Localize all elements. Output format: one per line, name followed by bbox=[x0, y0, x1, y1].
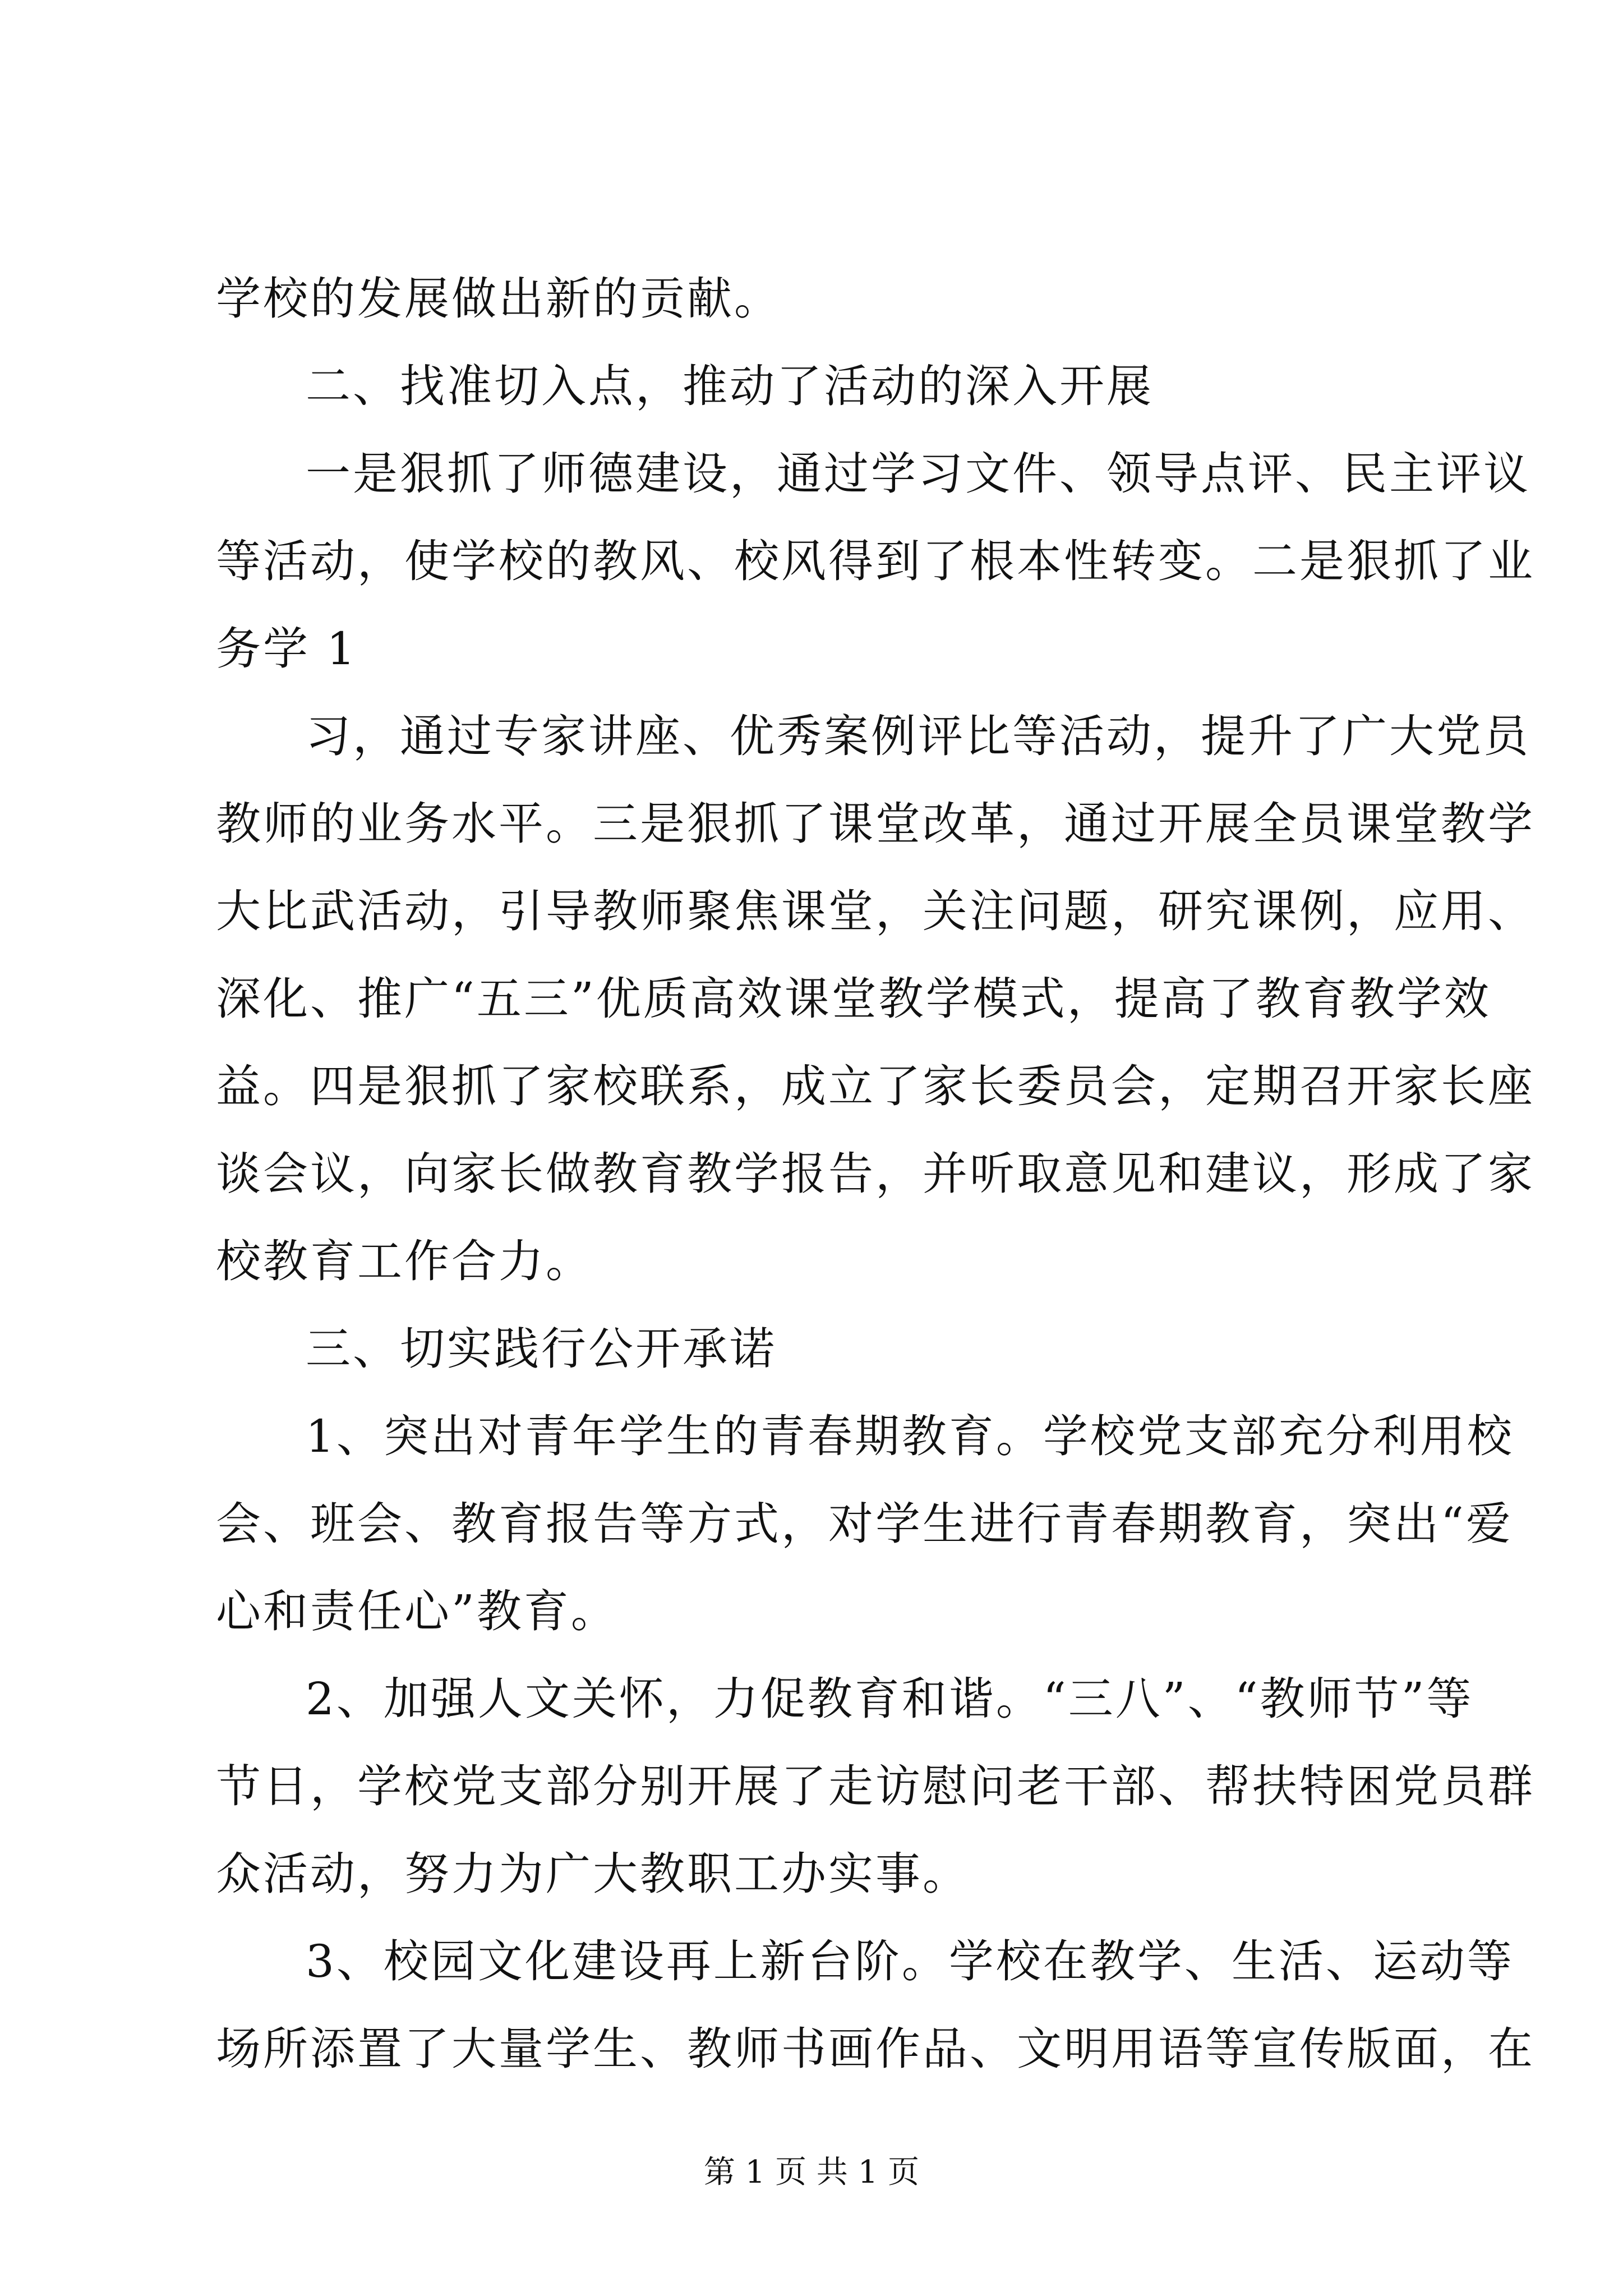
text-line: 1、突出对青年学生的青春期教育。学校党支部充分利用校 bbox=[306, 1410, 1514, 1462]
text-line: 教师的业务水平。三是狠抓了课堂改革，通过开展全员课堂教学 bbox=[216, 798, 1535, 850]
text-line: 节日，学校党支部分别开展了走访慰问老干部、帮扶特困党员群 bbox=[216, 1760, 1535, 1812]
text-line: 众活动，努力为广大教职工办实事。 bbox=[216, 1848, 970, 1900]
text-line: 场所添置了大量学生、教师书画作品、文明用语等宣传版面，在 bbox=[216, 2023, 1535, 2075]
text-line: 一是狠抓了师德建设，通过学习文件、领导点评、民主评议 bbox=[306, 448, 1530, 500]
text-line: 三、切实践行公开承诺 bbox=[306, 1323, 777, 1375]
text-line: 习，通过专家讲座、优秀案例评比等活动，提升了广大党员 bbox=[306, 710, 1530, 762]
text-line: 会、班会、教育报告等方式，对学生进行青春期教育，突出“爱 bbox=[216, 1498, 1513, 1550]
text-line: 3、校园文化建设再上新台阶。学校在教学、生活、运动等 bbox=[306, 1935, 1514, 1987]
page-footer: 第 1 页 共 1 页 bbox=[703, 2154, 920, 2191]
text-line: 学校的发展做出新的贡献。 bbox=[216, 273, 781, 325]
text-line: 心和责任心”教育。 bbox=[216, 1585, 618, 1637]
text-line: 益。四是狠抓了家校联系，成立了家长委员会，定期召开家长座 bbox=[216, 1060, 1535, 1112]
text-line: 务学 1 bbox=[216, 623, 358, 675]
text-line: 等活动，使学校的教风、校风得到了根本性转变。二是狠抓了业 bbox=[216, 535, 1535, 587]
text-line: 深化、推广“五三”优质高效课堂教学模式，提高了教育教学效 bbox=[216, 973, 1491, 1025]
text-line: 2、加强人文关怀，力促教育和谐。“三八”、“教师节”等 bbox=[306, 1673, 1474, 1725]
text-line: 谈会议，向家长做教育教学报告，并听取意见和建议，形成了家 bbox=[216, 1148, 1535, 1200]
text-line: 校教育工作合力。 bbox=[216, 1235, 593, 1287]
text-line: 二、找准切入点，推动了活动的深入开展 bbox=[306, 360, 1154, 412]
document-body bbox=[216, 255, 1535, 2093]
text-line: 大比武活动，引导教师聚焦课堂，关注问题，研究课例，应用、 bbox=[216, 885, 1535, 937]
